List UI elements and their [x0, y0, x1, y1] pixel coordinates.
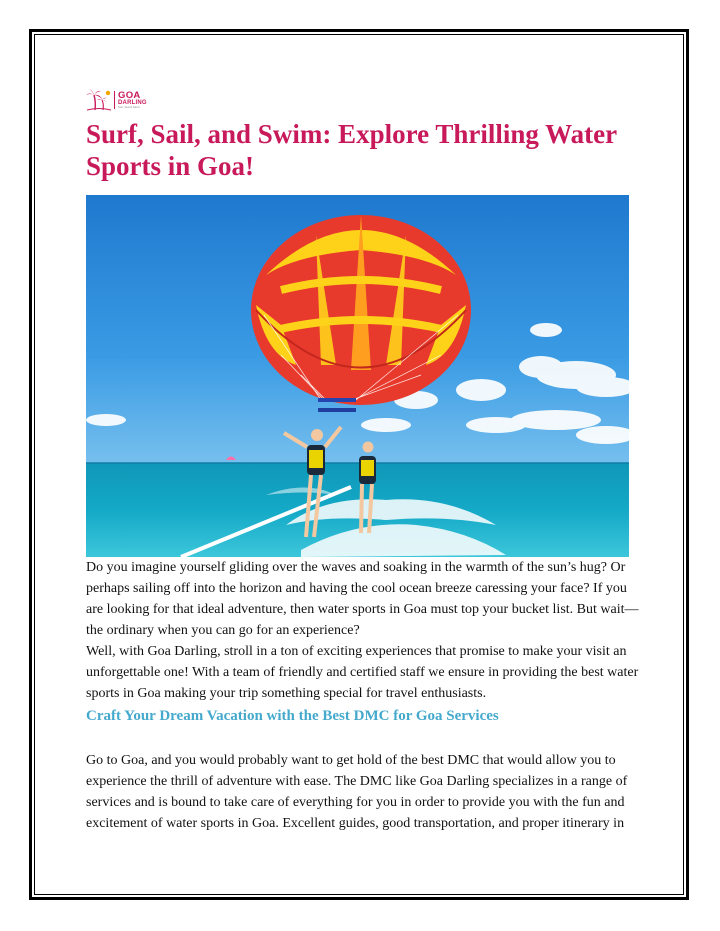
goa-darling-logo — [86, 89, 147, 111]
logo-wordmark — [118, 91, 147, 109]
intro-paragraph: Do you imagine yourself gliding over the waves and soaking in the warmth of the sun’s hug? Or perhaps sailing off into the horizon and having the cool ocean breeze caressing your face? If you are looking for that ideal adventure, then water sports in Goa must top your bucket list. But wait—the ordinary when you can go for an experience? — [86, 560, 639, 638]
logo-sub-text: DARLING — [118, 100, 147, 107]
logo-main-text: GOA — [118, 89, 141, 101]
logo-divider — [114, 91, 115, 109]
goa-darling-paragraph: Well, with Goa Darling, stroll in a ton of exciting experiences that promise to make your visit an unforgettable one! With a team of friendly and certified staff we ensure in providing the best water sports in Goa making your trip something special for travel enthusiasts. — [86, 644, 639, 701]
section-heading: Craft Your Dream Vacation with the Best DMC for Goa Services — [86, 708, 499, 724]
page-title: Surf, Sail, and Swim: Explore Thrilling Water Sports in Goa! — [86, 119, 617, 181]
parasailing-photo — [86, 195, 629, 557]
logo-tagline: Sun, Sea & Sand — [118, 105, 140, 110]
dmc-paragraph: Go to Goa, and you would probably want to get hold of the best DMC that would allow you to experience the thrill of adventure with ease. The DMC like Goa Darling specializes in a range of services and is bound to take care of everything for you in order to provide you with the fun and excitement of water sports in Goa. Excellent guides, good transportation, and proper itinerary in — [86, 753, 628, 831]
palm-tree-icon — [86, 89, 112, 111]
